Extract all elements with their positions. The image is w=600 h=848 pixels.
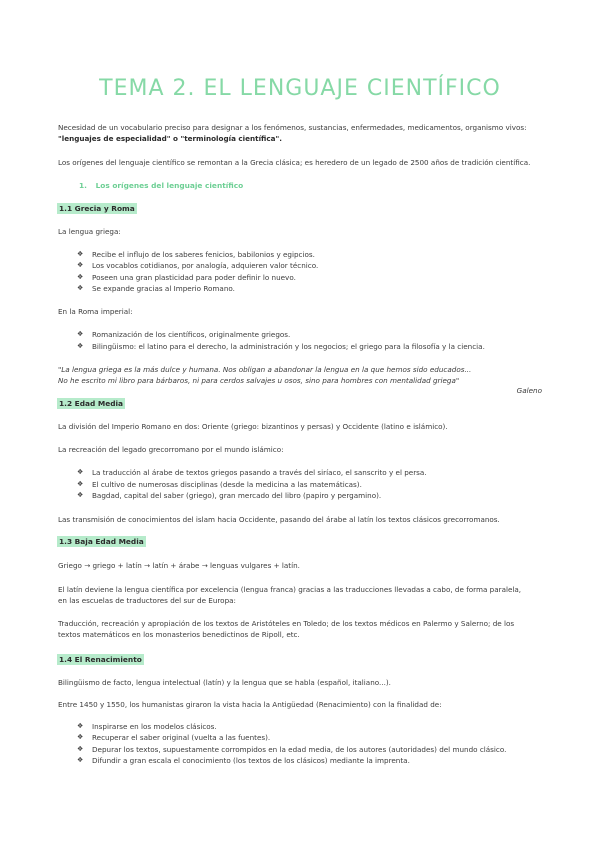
paragraph: Bilingüismo de facto, lengua intelectual (latín) y la lengua que se habla (español, italiano...). — [58, 678, 391, 687]
bullet-icon: ❖ — [77, 756, 84, 764]
bullet-icon: ❖ — [77, 480, 84, 488]
paragraph: Traducción, recreación y apropiación de los textos de Aristóteles en Toledo; de los textos médicos en Palermo y Salerno; de los — [58, 619, 515, 628]
section-1-heading — [79, 181, 243, 190]
section-1-4-heading: 1.4 El Renacimiento — [59, 655, 142, 664]
paragraph: textos matemáticos en los monasterios benedictinos de Ripoll, etc. — [58, 630, 300, 639]
bullet-icon: ❖ — [77, 342, 84, 350]
paragraph: Entre 1450 y 1550, los humanistas giraron la vista hacia la Antigüedad (Renacimiento) con la finalidad de: — [58, 700, 442, 709]
paragraph: El latín deviene la lengua científica por excelencia (lengua franca) gracias a las traducciones llevadas a cabo, de forma paralela, — [58, 585, 522, 594]
paragraph: La recreación del legado grecorromano por el mundo islámico: — [58, 445, 284, 454]
bullet-icon: ❖ — [77, 745, 84, 753]
paragraph: Griego → griego + latín → latín + árabe → lenguas vulgares + latín. — [58, 561, 300, 570]
intro-line-1: Necesidad de un vocabulario preciso para designar a los fenómenos, sustancias, enfermedades, medicamentos, organismo vivos: — [58, 123, 527, 132]
section-1-3-heading: 1.3 Baja Edad Media — [59, 537, 144, 546]
page-title: TEMA 2. EL LENGUAJE CIENTÍFICO — [99, 76, 501, 101]
bullet-icon: ❖ — [77, 330, 84, 338]
bullet-icon: ❖ — [77, 273, 84, 281]
bullet-icon: ❖ — [77, 491, 84, 499]
section-1-label: Los orígenes del lenguaje científico — [95, 181, 244, 190]
rome-label: En la Roma imperial: — [58, 307, 133, 316]
intro-line-3: Los orígenes del lenguaje científico se remontan a la Grecia clásica; es heredero de un legado de 2500 años de tradición científica. — [58, 158, 531, 167]
quote-line-2: No he escrito mi libro para bárbaros, ni para cerdos salvajes u osos, sino para hombres con mentalidad griega" — [58, 376, 460, 385]
bullet-icon: ❖ — [77, 261, 84, 269]
quote-line-1: "La lengua griega es la más dulce y humana. Nos obligan a abandonar la lengua en la que hemos sido educados... — [58, 365, 472, 374]
document-page: TEMA 2. EL LENGUAJE CIENTÍFICO Necesidad de un vocabulario preciso para designar a los fenómenos, sustancias, enfermedades, medicamentos, organismo vivos: "lenguajes de especialidad" o "terminología científica". Los orígenes del lenguaje científico se remontan a la Grecia clásica; es heredero de un legado de 2500 años de tradición científica. 1. Los orígenes del lenguaje científico 1.1 Grecia y Roma La lengua griega: ❖ Recibe el influjo de los saberes fenicios, babilonios y egipcios. ❖ Los vocablos cotidianos, por analogía, adquieren valor técnico. ❖ Poseen una gran plasticidad para poder definir lo nuevo. ❖ Se expande gracias al Imperio Romano. En la Roma imperial: ❖ Romanización de los científicos, originalmente griegos. ❖ Bilingüismo: el latino para el derecho, la administración y los negocios; el griego para la filosofía y la ciencia. "La lengua griega es la más dulce y humana. Nos obligan a abandonar la lengua en la que hemos sido educados... No he escrito mi libro para bárbaros, ni para cerdos salvajes u osos, sino para hombres con mentalidad griega" Galeno 1.2 Edad Media La división del Imperio Romano en dos: Oriente (griego: bizantinos y persas) y Occidente (latino e islámico). La recreación del legado grecorromano por el mundo islámico: ❖ La traducción al árabe de textos griegos pasando a través del siríaco, el sanscrito y el persa. ❖ El cultivo de numerosas disciplinas (desde la medicina a las matemáticas). ❖ Bagdad, capital del saber (griego), gran mercado del libro (papiro y pergamino). Las transmisión de conocimientos del islam hacia Occidente, pasando del árabe al latín los textos clásicos grecorromanos. 1.3 Baja Edad Media Griego → griego + latín → latín + árabe → lenguas vulgares + latín. El latín deviene la lengua científica por excelencia (lengua franca) gracias a las traducciones llevadas a cabo, de forma paralela, en las escuelas de traductores del sur de Europa: Traducción, recreación y apropiación de los textos de Aristóteles en Toledo; de los textos médicos en Palermo y Salerno; de los textos matemáticos en los monasterios benedictinos de Ripoll, etc. 1.4 El Renacimiento Bilingüismo de facto, lengua intelectual (latín) y la lengua que se habla (español, italiano...). Entre 1450 y 1550, los humanistas giraron la vista hacia la Antigüedad (Renacimiento) con la finalidad de: ❖ Inspirarse en los modelos clásicos. ❖ Recuperar el saber original (vuelta a las fuentes). ❖ Depurar los textos, supuestamente corrompidos en la edad media, de los autores (autoridades) del mundo clásico. ❖ Difundir a gran escala el conocimiento (los textos de los clásicos) mediante la imprenta. — [0, 0, 600, 848]
paragraph: La división del Imperio Romano en dos: Oriente (griego: bizantinos y persas) y Occidente (latino e islámico). — [58, 422, 448, 431]
paragraph: en las escuelas de traductores del sur de Europa: — [58, 596, 236, 605]
bullet-icon: ❖ — [77, 284, 84, 292]
paragraph: Las transmisión de conocimientos del islam hacia Occidente, pasando del árabe al latín los textos clásicos grecorromanos. — [58, 515, 500, 524]
bullet-icon: ❖ — [77, 722, 84, 730]
section-1-number: 1. — [79, 181, 87, 190]
section-1-2-heading: 1.2 Edad Media — [59, 399, 124, 408]
section-1-1-heading: 1.1 Grecia y Roma — [59, 204, 135, 213]
quote-author: Galeno — [516, 386, 542, 395]
bullet-icon: ❖ — [77, 733, 84, 741]
bullet-icon: ❖ — [77, 468, 84, 476]
bullet-icon: ❖ — [77, 250, 84, 258]
greek-label: La lengua griega: — [58, 227, 121, 236]
intro-line-2: "lenguajes de especialidad" o "terminología científica". — [58, 134, 282, 143]
